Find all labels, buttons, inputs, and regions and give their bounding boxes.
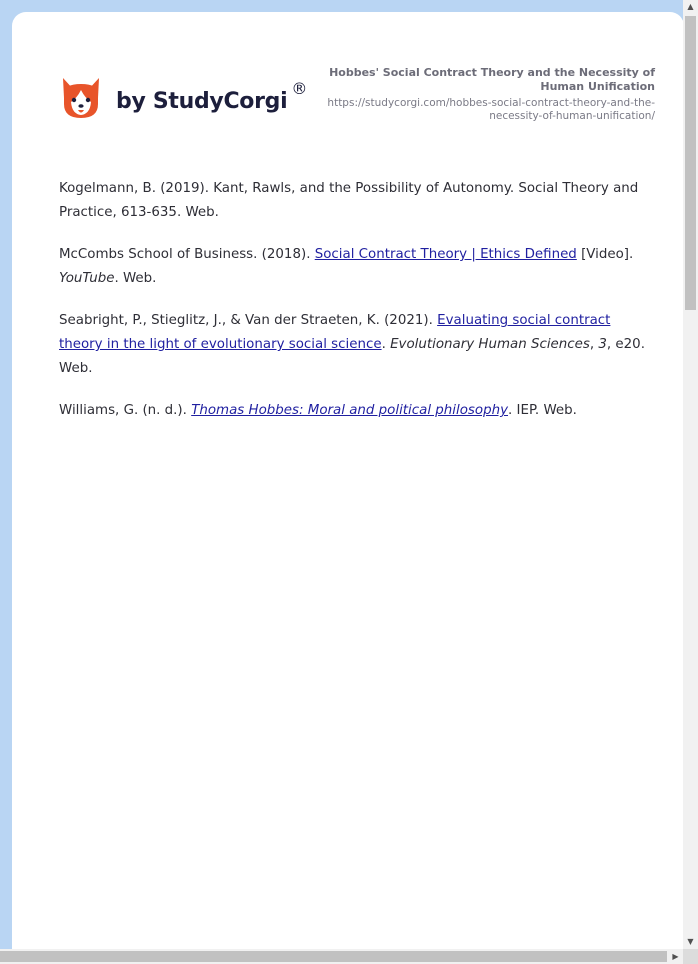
document-url[interactable]: https://studycorgi.com/hobbes-social-contract-theory-and-the-necessity-of-human-unification/ — [327, 97, 655, 122]
reference-list — [59, 177, 657, 441]
scroll-right-arrow-icon[interactable]: ▶ — [672, 952, 679, 961]
reference-link[interactable]: Evaluating social contract theory in the light of evolutionary social science — [59, 313, 611, 352]
vertical-scroll-thumb[interactable] — [685, 16, 696, 310]
reference-item: Seabright, P., Stieglitz, J., & Van der Straeten, K. (2021). Evaluating social contract theory in the light of evolutionary social science. Evolutionary Human Sciences, 3, e20. Web. — [59, 313, 645, 376]
horizontal-scrollbar[interactable] — [0, 949, 683, 964]
reference-item: Kogelmann, B. (2019). Kant, Rawls, and the Possibility of Autonomy. Social Theory and Practice, 613-635. Web. — [59, 181, 639, 220]
reference-item: Williams, G. (n. d.). Thomas Hobbes: Moral and political philosophy. IEP. Web. — [59, 403, 577, 418]
document-header — [315, 66, 655, 123]
registered-mark: ® — [291, 79, 308, 98]
document-title: Hobbes' Social Contract Theory and the Necessity of Human Unification — [329, 66, 655, 93]
scroll-down-arrow-icon[interactable]: ▼ — [687, 937, 694, 946]
corgi-logo-icon — [60, 76, 102, 120]
brand-name: by StudyCorgi® — [116, 79, 308, 114]
vertical-scrollbar[interactable] — [683, 0, 698, 949]
document-page — [12, 12, 684, 962]
horizontal-scroll-thumb[interactable] — [0, 951, 667, 962]
reference-link[interactable]: Social Contract Theory | Ethics Defined — [314, 247, 577, 262]
scroll-up-arrow-icon[interactable]: ▲ — [687, 2, 694, 11]
reference-link[interactable]: Thomas Hobbes: Moral and political philosophy — [191, 403, 509, 418]
studycorgi-logo[interactable] — [60, 76, 307, 120]
reference-item: McCombs School of Business. (2018). Social Contract Theory | Ethics Defined [Video]. YouTube. Web. — [59, 247, 634, 286]
scrollbar-corner — [683, 949, 698, 964]
